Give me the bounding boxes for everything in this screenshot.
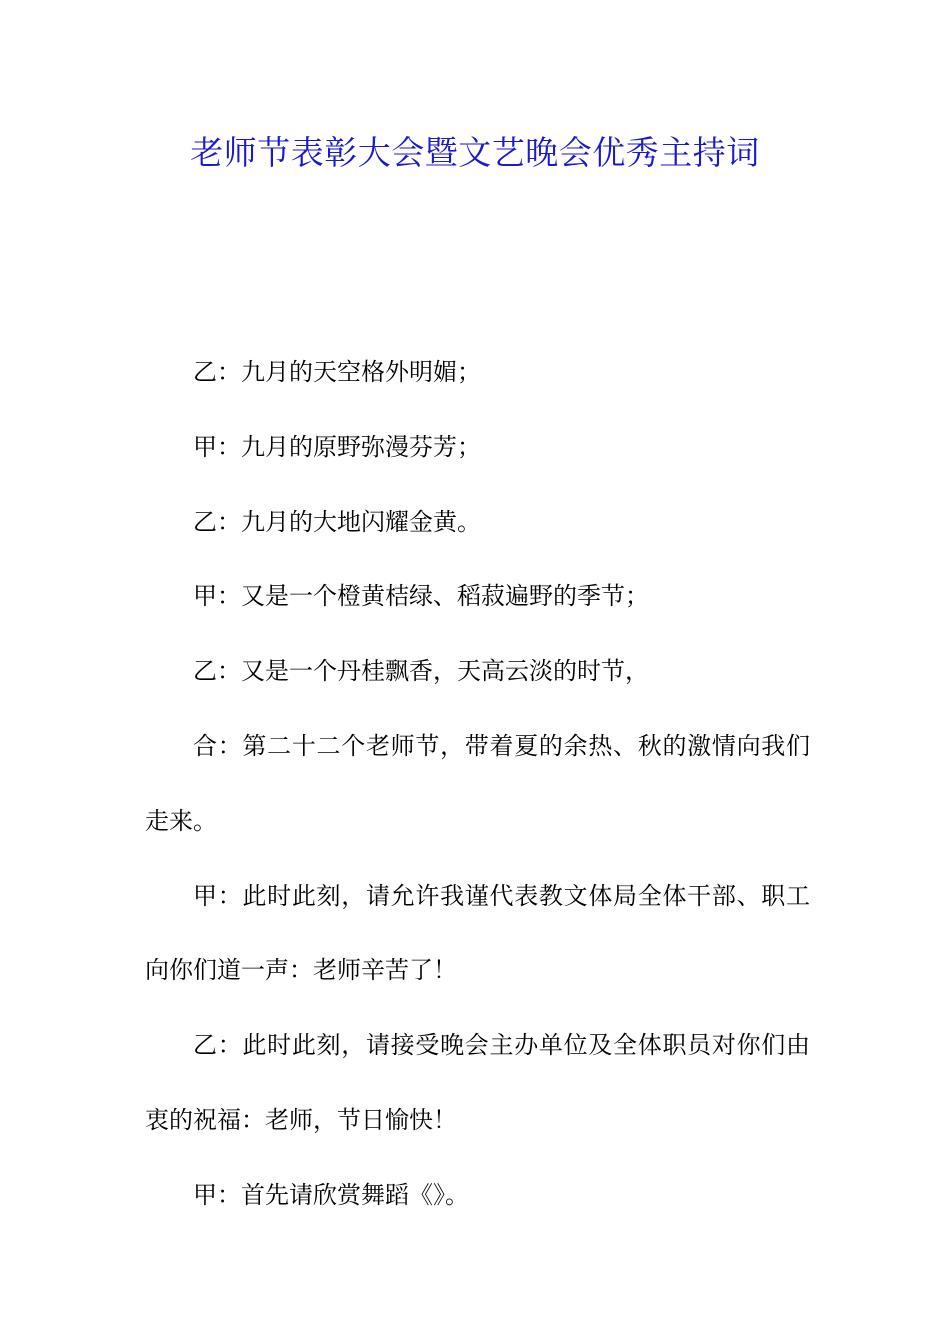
paragraph-6: 合：第二十二个老师节，带着夏的余热、秋的激情向我们走来。 — [145, 731, 810, 835]
document-body — [145, 335, 810, 1233]
paragraph-4: 甲：又是一个橙黄桔绿、稻菽遍野的季节； — [193, 582, 649, 611]
document-title: 老师节表彰大会暨文艺晚会优秀主持词 — [190, 133, 760, 172]
paragraph-5: 乙：又是一个丹桂飘香，天高云淡的时节， — [193, 657, 649, 686]
paragraph-8: 乙：此时此刻，请接受晚会主办单位及全体职员对你们由衷的祝福：老师，节日愉快！ — [145, 1031, 810, 1134]
paragraph-3: 乙：九月的大地闪耀金黄。 — [193, 507, 481, 536]
paragraph-9: 甲：首先请欣赏舞蹈《》。 — [193, 1180, 469, 1209]
paragraph-1: 乙：九月的天空格外明媚； — [193, 358, 481, 386]
paragraph-2: 甲：九月的原野弥漫芬芳； — [193, 432, 481, 461]
paragraph-7: 甲：此时此刻，请允许我谨代表教文体局全体干部、职工向你们道一声：老师辛苦了！ — [145, 881, 810, 985]
